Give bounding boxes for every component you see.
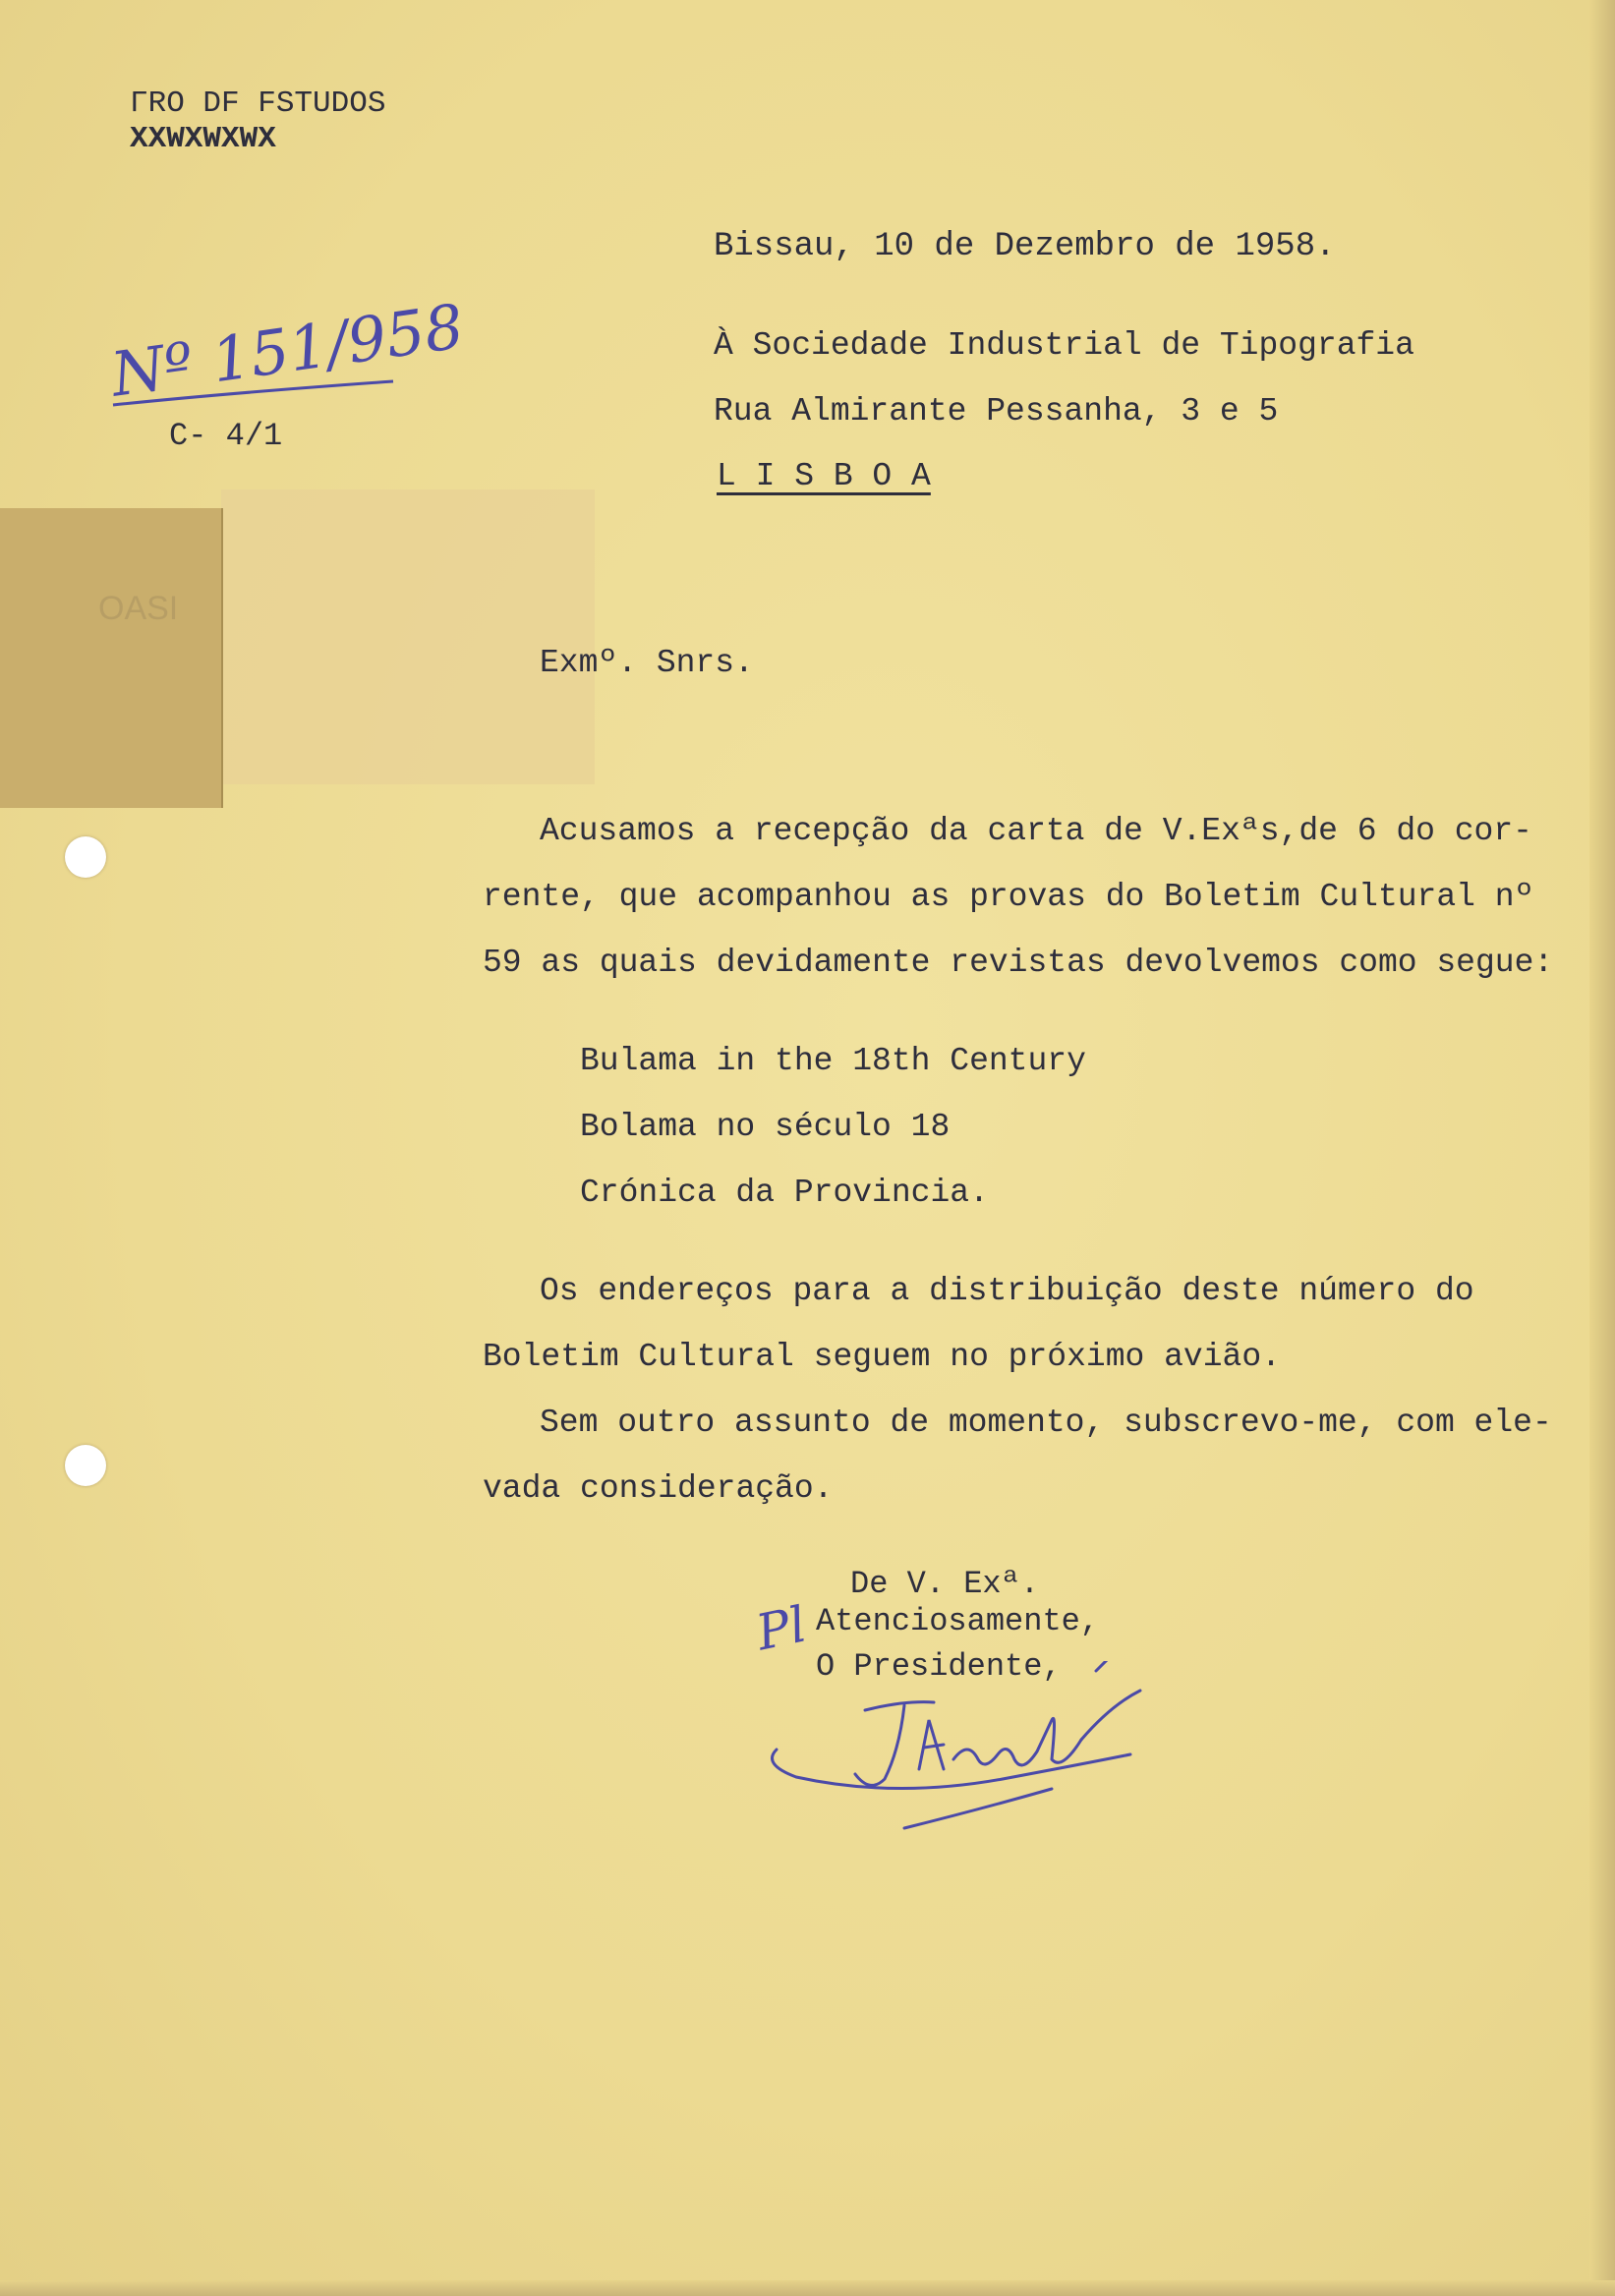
list-item: Bolama no século 18 [580,1109,951,1145]
salutation: Exmº. Snrs. [540,645,754,681]
tab-stamp-text: OASI [98,590,179,627]
folder-tab [0,508,223,808]
body-p1-line-2: rente, que acompanhou as provas do Boletim Cultural nº [483,879,1534,915]
closing-line-1: De V. Exª. [850,1566,1040,1602]
signature-icon [757,1661,1170,1858]
punch-hole-top [65,836,106,878]
list-item: Bulama in the 18th Century [580,1043,1086,1079]
letterhead-line-2: XXWXWXWX [130,122,276,156]
handwritten-initials: Pl [751,1595,812,1662]
date-line: Bissau, 10 de Dezembro de 1958. [714,228,1336,265]
body-p1-line-3: 59 as quais devidamente revistas devolvemos como segue: [483,945,1554,981]
tape-overlay [221,489,595,784]
recipient-city: L I S B O A [717,458,931,494]
body-p3-line-1: Sem outro assunto de momento, subscrevo-me, com ele- [540,1405,1552,1441]
body-p1-line-1: Acusamos a recepção da carta de V.Exªs,de 6 do cor- [540,813,1532,849]
recipient-line-2: Rua Almirante Pessanha, 3 e 5 [714,393,1279,430]
list-item: Crónica da Provincia. [580,1175,989,1211]
body-p2-line-1: Os endereços para a distribuição deste número do [540,1273,1474,1309]
body-p3-line-2: vada consideração. [483,1470,834,1507]
closing-line-3: O Presidente, [816,1648,1062,1685]
body-p2-line-2: Boletim Cultural seguem no próximo avião. [483,1339,1281,1375]
reference-underline [108,375,403,415]
closing-line-2: Atenciosamente, [816,1603,1100,1639]
paper-edge-bottom [0,2280,1615,2296]
recipient-line-1: À Sociedade Industrial de Tipografia [714,327,1414,364]
handwritten-reference: Nº 151/958 [106,290,469,411]
punch-hole-bottom [65,1445,106,1486]
letterhead-line-1: ΓRO DF FSTUDOS [130,86,386,121]
reference-code: C- 4/1 [169,418,283,454]
paper-edge-right [1589,0,1615,2296]
